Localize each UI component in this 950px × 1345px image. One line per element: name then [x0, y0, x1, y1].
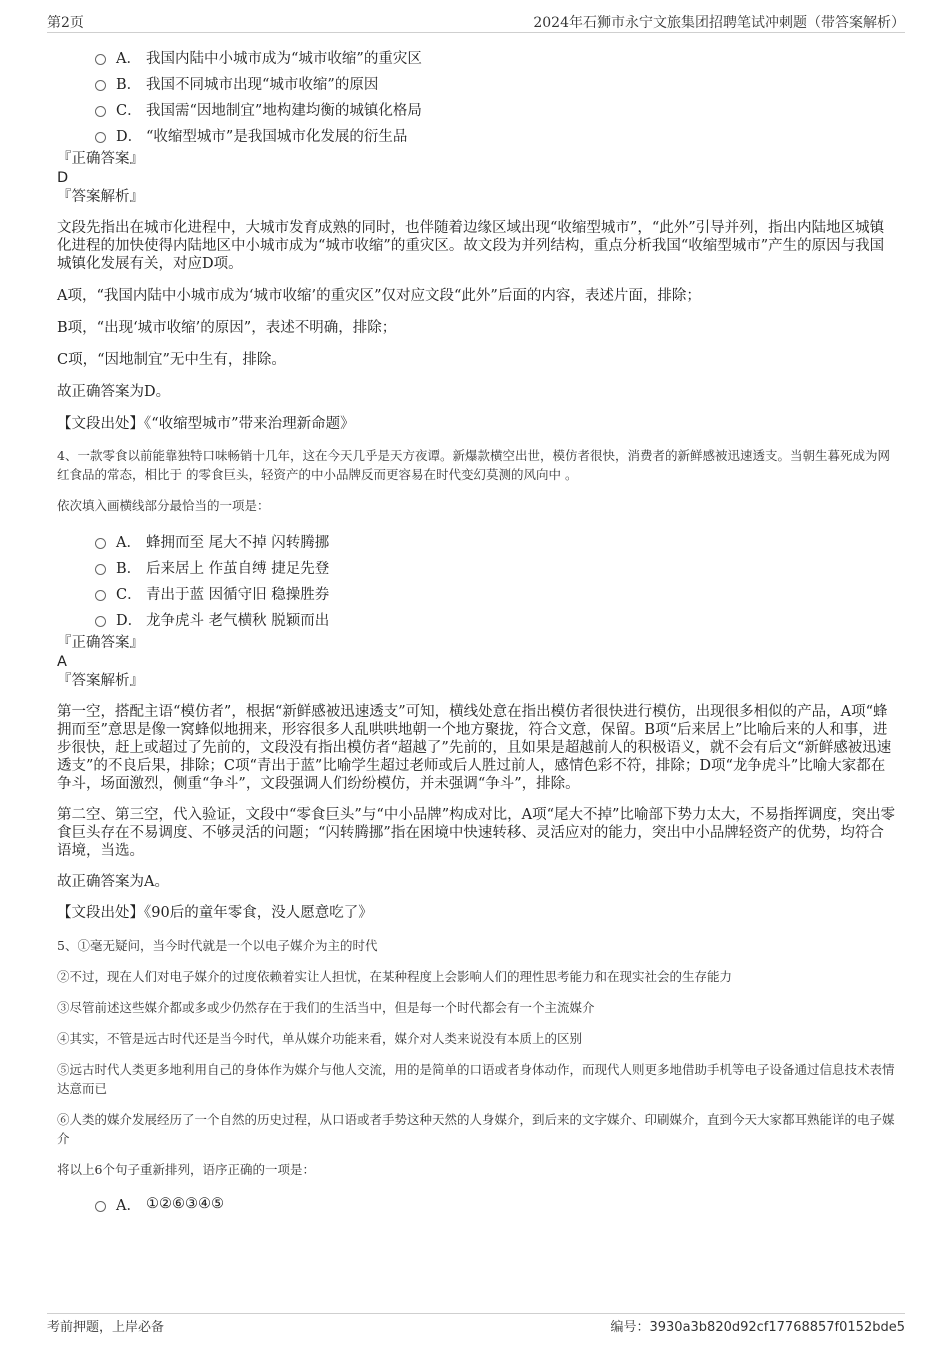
analysis-paragraph: 文段先指出在城市化进程中，大城市发育成熟的同时，也伴随着边缘区域出现“收缩型城市”，“此外”引导并列，指出内陆地区城镇化进程的加快使得内陆地区中小城市成为“城市收缩”的重灾区。故文段为并列结构，重点分析我国“收缩型城市”产生的原因与我国城镇化发展有关，对应D项。 — [57, 220, 885, 272]
analysis-label: 『答案解析』 — [57, 673, 144, 689]
correct-answer: A — [57, 654, 67, 670]
footer-slogan: 考前押题，上岸必备 — [47, 1320, 165, 1335]
q4-options — [95, 528, 895, 632]
page-header — [47, 12, 905, 33]
option-letter: C． — [116, 586, 142, 603]
page-footer — [47, 1313, 905, 1336]
q4-option-b[interactable] — [95, 554, 895, 580]
option-text: 龙争虎斗 老气横秋 脱颖而出 — [146, 612, 330, 629]
q4-option-d[interactable] — [95, 606, 895, 632]
option-text: “收缩型城市”是我国城市化发展的衍生品 — [146, 128, 408, 145]
sentence-item: ③尽管前述这些媒介都或多或少仍然存在于我们的生活当中，但是每一个时代都会有一个主流媒介 — [57, 1000, 595, 1015]
radio-icon[interactable] — [95, 590, 106, 601]
q5-options — [95, 1191, 895, 1217]
q3-options — [95, 44, 895, 148]
radio-icon[interactable] — [95, 80, 106, 91]
correct-answer-label: 『正确答案』 — [57, 635, 144, 651]
option-text: ①②⑥③④⑤ — [146, 1196, 224, 1212]
question-instruction: 依次填入画横线部分最恰当的一项是： — [57, 498, 270, 513]
question-instruction: 将以上6个句子重新排列，语序正确的一项是： — [57, 1162, 315, 1177]
analysis-paragraph: 故正确答案为A。 — [57, 874, 169, 890]
option-text: 我国不同城市出现“城市收缩”的原因 — [146, 76, 379, 93]
sentence-item: ⑥人类的媒介发展经历了一个自然的历史过程，从口语或者手势这种天然的人身媒介，到后来的文字媒介、印刷媒介，直到今天大家都耳熟能详的电子媒介 — [57, 1112, 895, 1146]
page-number: 第2页 — [47, 15, 84, 31]
source-note: 【文段出处】《“收缩型城市”带来治理新命题》 — [57, 416, 355, 432]
q3-option-c[interactable] — [95, 96, 895, 122]
radio-icon[interactable] — [95, 106, 106, 117]
radio-icon[interactable] — [95, 538, 106, 549]
option-text: 蜂拥而至 尾大不掉 闪转腾挪 — [146, 534, 330, 551]
q3-option-b[interactable] — [95, 70, 895, 96]
option-text: 我国内陆中小城市成为“城市收缩”的重灾区 — [146, 50, 422, 67]
option-text: 后来居上 作茧自缚 捷足先登 — [146, 560, 330, 577]
radio-icon[interactable] — [95, 1201, 106, 1212]
question-stem: 4、一款零食以前能靠独特口味畅销十几年，这在今天几乎是天方夜谭。新爆款横空出世，模仿者很快，消费者的新鲜感被迅速透支。当朝生暮死成为网红食品的常态，相比于 的零食巨头，轻资产的中小品牌反而更容易在时代变幻莫测的风向中 。 — [57, 448, 890, 482]
analysis-label: 『答案解析』 — [57, 189, 144, 205]
option-letter: A． — [116, 1197, 141, 1214]
source-note: 【文段出处】《90后的童年零食，没人愿意吃了》 — [57, 905, 373, 921]
analysis-paragraph: B项，“出现‘城市收缩’的原因”，表述不明确，排除； — [57, 320, 397, 336]
radio-icon[interactable] — [95, 54, 106, 65]
document-code — [610, 1316, 905, 1335]
document-title: 2024年石狮市永宁文旅集团招聘笔试冲刺题（带答案解析） — [533, 15, 905, 31]
correct-answer: D — [57, 170, 69, 186]
q3-option-d[interactable] — [95, 122, 895, 148]
q4-option-a[interactable] — [95, 528, 895, 554]
option-letter: D． — [116, 128, 143, 145]
analysis-paragraph: 第一空，搭配主语“模仿者”，根据“新鲜感被迅速透支”可知，横线处意在指出模仿者很快进行模仿，出现很多相似的产品，A项“蜂拥而至”意思是像一窝蜂似地拥来，形容很多人乱哄哄地朝一个地方聚拢，符合文意，保留。B项“后来居上”比喻后来的人和事，进步很快，赶上或超过了先前的，文段没有指出模仿者“超越了”先前的，且如果是超越前人的积极语义，就不会有后文“新鲜感被迅速透支”的不良后果，排除；C项“青出于蓝”比喻学生超过老师或后人胜过前人，感情色彩不符，排除；D项“龙争虎斗”比喻大家都在争斗，场面激烈，侧重“争斗”，文段强调人们纷纷模仿，并未强调“争斗”，排除。 — [57, 704, 892, 792]
option-text: 我国需“因地制宜”地构建均衡的城镇化格局 — [146, 102, 422, 119]
option-letter: D． — [116, 612, 143, 629]
page-content — [57, 44, 895, 1217]
q5-option-a[interactable] — [95, 1191, 895, 1217]
analysis-paragraph: A项，“我国内陆中小城市成为‘城市收缩’的重灾区”仅对应文段“此外”后面的内容，表述片面，排除； — [57, 288, 701, 304]
radio-icon[interactable] — [95, 132, 106, 143]
analysis-paragraph: 故正确答案为D。 — [57, 384, 171, 400]
analysis-paragraph: 第二空、第三空，代入验证，文段中“零食巨头”与“中小品牌”构成对比，A项“尾大不掉”比喻部下势力太大，不易指挥调度，突出零食巨头存在不易调度、不够灵活的问题；“闪转腾挪”指在困境中快速转移、灵活应对的能力，突出中小品牌轻资产的优势，均符合语境，当选。 — [57, 807, 895, 859]
radio-icon[interactable] — [95, 616, 106, 627]
option-text: 青出于蓝 因循守旧 稳操胜券 — [146, 586, 330, 603]
sentence-item: ⑤远古时代人类更多地利用自己的身体作为媒介与他人交流，用的是简单的口语或者身体动作，而现代人则更多地借助手机等电子设备通过信息技术表情达意而已 — [57, 1062, 895, 1096]
correct-answer-label: 『正确答案』 — [57, 151, 144, 167]
radio-icon[interactable] — [95, 564, 106, 575]
analysis-paragraph: C项，“因地制宜”无中生有，排除。 — [57, 352, 286, 368]
q4-option-c[interactable] — [95, 580, 895, 606]
option-letter: A． — [116, 50, 141, 67]
option-letter: B． — [116, 560, 142, 577]
option-letter: C． — [116, 102, 142, 119]
option-letter: A． — [116, 534, 141, 551]
question-stem: 5、①毫无疑问，当今时代就是一个以电子媒介为主的时代 — [57, 938, 378, 953]
option-letter: B． — [116, 76, 142, 93]
code-label: 编号： — [610, 1320, 650, 1335]
sentence-item: ②不过，现在人们对电子媒介的过度依赖着实让人担忧，在某种程度上会影响人们的理性思考能力和在现实社会的生存能力 — [57, 969, 733, 984]
code-value: 3930a3b820d92cf17768857f0152bde5 — [649, 1320, 905, 1335]
q3-option-a[interactable] — [95, 44, 895, 70]
sentence-item: ④其实，不管是远古时代还是当今时代，单从媒介功能来看，媒介对人类来说没有本质上的区别 — [57, 1031, 583, 1046]
